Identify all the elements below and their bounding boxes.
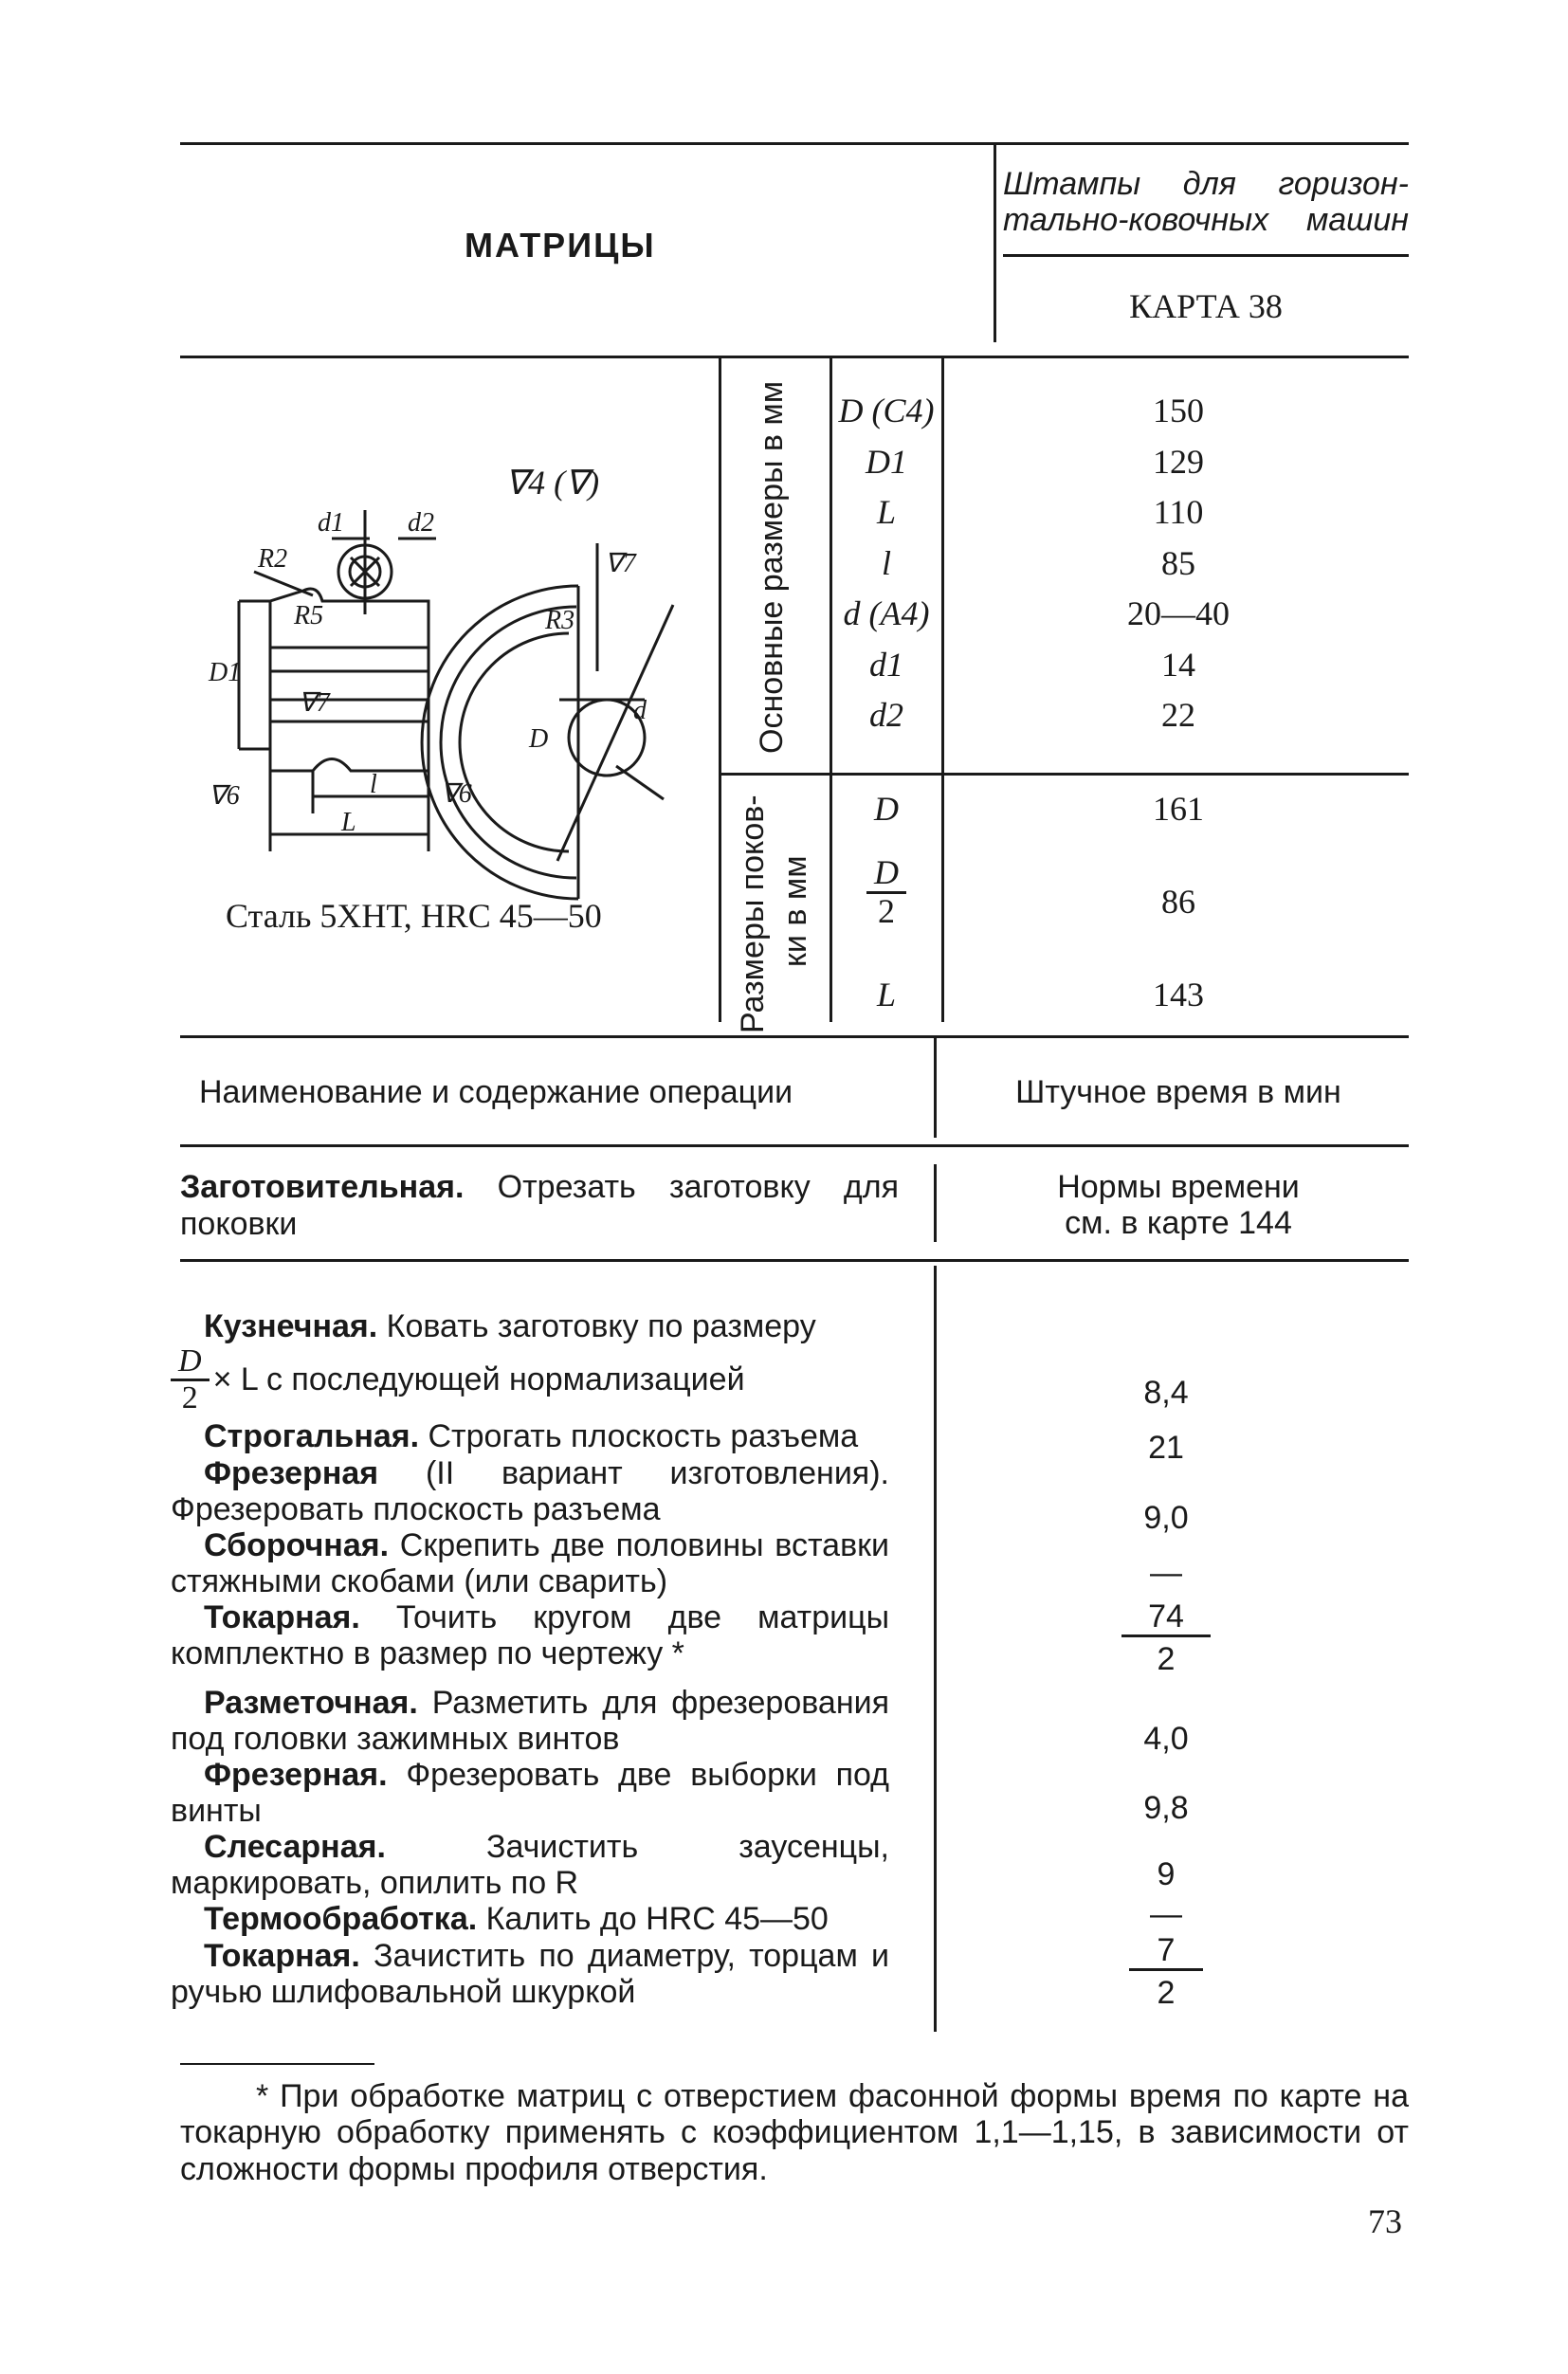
main-dim-symbol: d2 <box>869 696 903 734</box>
forge-half-den: 2 <box>878 891 895 930</box>
label-D: D <box>529 724 549 754</box>
forge-sym-D: D <box>874 790 899 828</box>
time-assembly: — <box>1150 1555 1182 1591</box>
material-note: Сталь 5ХНТ, HRC 45—50 <box>226 897 602 935</box>
time-mill1: 9,0 <box>1143 1500 1189 1536</box>
time-forge: 8,4 <box>1143 1375 1189 1411</box>
col-header-operation: Наименование и содержание операции <box>199 1074 793 1110</box>
op-forge-line2: $\frac{D}{2}$ × L с последующей нормализацией <box>171 1344 889 1415</box>
forge-sym-L: L <box>876 976 897 1014</box>
ops-divider-2 <box>934 1164 937 1242</box>
op-finish: Токарная. Зачистить по диаметру, торцам и ручью шлифовальной шкуркой <box>171 1937 889 2010</box>
header-subtitle-2: тально-ковочных машин <box>1003 202 1409 238</box>
op-mill2: Фрезерная. Фрезеровать две выборки под винты <box>171 1757 890 1830</box>
main-dim-value: 129 <box>1153 442 1204 481</box>
time-finish: $\frac{7}{2}$ <box>1114 1934 1218 2012</box>
ops-divider-1 <box>934 1035 937 1138</box>
label-r2: R2 <box>258 544 288 574</box>
op-forge-frac: $\frac{D}{2}$ <box>171 1344 210 1415</box>
main-dim-symbol: L <box>876 493 897 531</box>
time-heat: — <box>1150 1896 1182 1932</box>
forge-val-half: 86 <box>1161 883 1195 921</box>
time-mark: 4,0 <box>1143 1721 1189 1757</box>
header-divider <box>994 145 996 342</box>
op-heat: Термообработка. Калить до HRC 45—50 <box>204 1901 829 1938</box>
dims-mid-rule <box>719 773 1409 776</box>
forge-val-L: 143 <box>1153 976 1204 1014</box>
ops-header-rule <box>180 1144 1409 1147</box>
time-plane: 21 <box>1148 1430 1184 1466</box>
label-d: d <box>633 696 647 725</box>
main-dim-value: 22 <box>1161 696 1195 734</box>
prep-op <box>180 1169 899 1243</box>
label-v6-right: ∇6 <box>441 779 472 809</box>
dims-bottom-rule <box>180 1035 1409 1038</box>
forge-half-num: D <box>866 855 906 894</box>
main-dim-value: 85 <box>1161 543 1195 582</box>
ops-divider-3 <box>934 1266 937 2032</box>
label-v6-left: ∇6 <box>209 781 240 811</box>
main-dim-symbol: D1 <box>866 442 907 481</box>
time-fitter: 9 <box>1157 1856 1176 1892</box>
main-dim-value: 14 <box>1161 645 1195 684</box>
op-mill1: Фрезерная (II вариант изготовления). Фрезеровать плоскость разъема <box>171 1454 889 1527</box>
page-number: 73 <box>1368 2202 1402 2240</box>
op-mark: Разметочная. Разметить для фрезерования под головки зажимных винтов <box>171 1685 889 1758</box>
label-D1: D1 <box>209 658 242 687</box>
main-dim-symbol: d1 <box>869 645 903 684</box>
footnote: * При обработке матриц с отверстием фасонной формы время по карте на токарную обработку применять с коэффициентом 1,1—1,15, в зависимости от сложности формы профиля отверстия. <box>180 2078 1409 2187</box>
label-v7-center: ∇7 <box>299 688 330 718</box>
prep-time-2: см. в карте 144 <box>1065 1205 1292 1241</box>
label-v7-right: ∇7 <box>605 549 636 578</box>
prep-op-name: Заготовительная. <box>180 1169 465 1205</box>
operations-list <box>171 1308 889 2010</box>
main-dim-value: 150 <box>1153 392 1204 429</box>
subtitle-rule <box>1003 254 1409 257</box>
main-dims-label: Основные размеры в мм <box>754 380 790 754</box>
time-turn: $\frac{74}{2}$ <box>1114 1600 1218 1678</box>
footnote-rule <box>180 2063 374 2065</box>
dims-symbol-right <box>941 358 944 1022</box>
main-dim-symbol: D (C4) <box>838 392 935 429</box>
diameter-leader <box>557 605 673 861</box>
forging-label-2: ки в мм <box>777 855 813 967</box>
main-dim-symbol: l <box>881 543 891 582</box>
op-fitter: Слесарная. Зачистить заусенцы, маркировать, опилить по R <box>171 1829 889 1902</box>
page-title: МАТРИЦЫ <box>465 226 656 265</box>
op-assembly: Сборочная. Скрепить две половины вставки стяжными скобами (или сварить) <box>171 1526 889 1599</box>
label-L: L <box>341 808 356 837</box>
label-r5: R5 <box>294 601 324 630</box>
prep-op-text: Отрезать заготовку для поковки <box>180 1169 900 1243</box>
main-dim-value: 20—40 <box>1127 594 1230 632</box>
dims-symbol-left <box>830 358 832 1022</box>
top-rule <box>180 142 1409 145</box>
header-subtitle-1: Штампы для горизон- <box>1003 166 1409 202</box>
prep-time-1: Нормы времени <box>1057 1169 1300 1205</box>
bore-band <box>270 648 428 721</box>
forge-val-D: 161 <box>1153 790 1204 828</box>
main-dim-value: 110 <box>1153 493 1204 531</box>
forging-label-1: Размеры пoков- <box>735 794 771 1033</box>
label-d2: d2 <box>408 508 434 538</box>
time-mill2: 9,8 <box>1143 1790 1189 1826</box>
dims-left-border <box>719 358 721 1022</box>
op-forge: Кузнечная. Ковать заготовку по размеру <box>204 1308 816 1344</box>
surface-mark: ∇4 (∇) <box>505 464 600 502</box>
op-turn: Токарная. Точить кругом две матрицы комплектно в размер по чертежу * <box>171 1598 890 1671</box>
label-d1: d1 <box>318 508 344 538</box>
main-dim-symbol: d (A4) <box>843 594 930 632</box>
prep-rule <box>180 1259 1409 1262</box>
col-header-time: Штучное время в мин <box>1015 1074 1341 1110</box>
card-number: КАРТА 38 <box>1129 287 1283 325</box>
label-r3: R3 <box>545 606 575 635</box>
label-l: l <box>370 770 377 799</box>
op-plane: Строгальная. Строгать плоскость разъема <box>204 1418 859 1455</box>
forge-sym-half <box>834 855 939 931</box>
